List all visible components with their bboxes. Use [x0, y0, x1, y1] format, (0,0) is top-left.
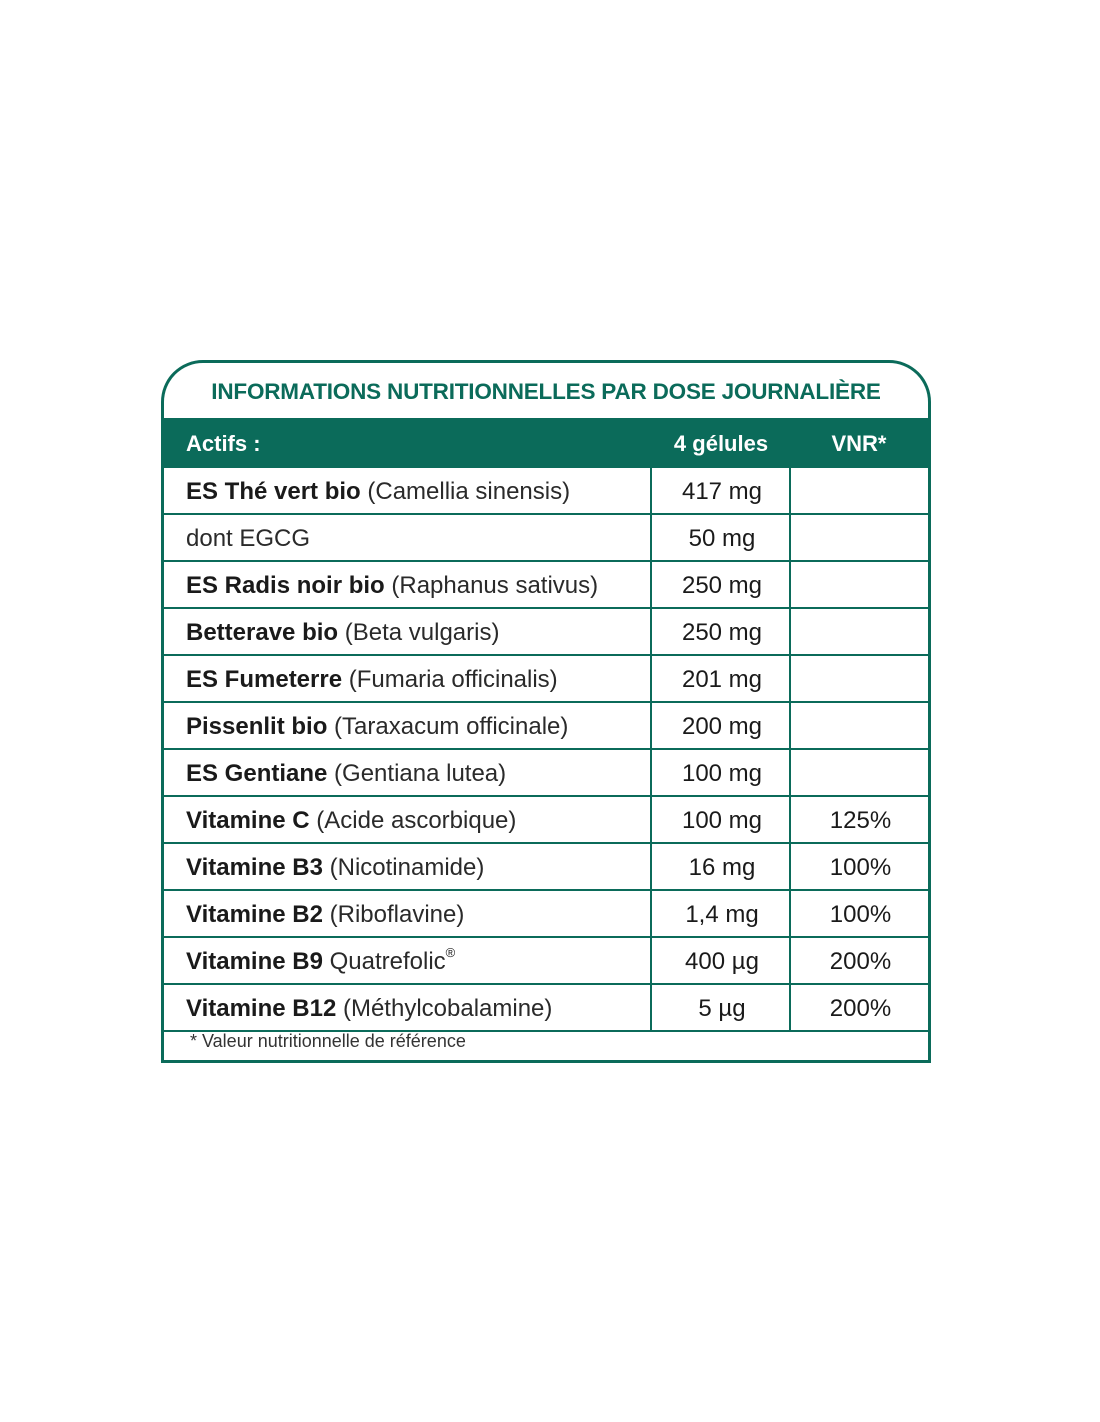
panel-title: INFORMATIONS NUTRITIONNELLES PAR DOSE JOURNALIÈRE [211, 379, 881, 404]
ingredient-latin-name: Quatrefolic [322, 948, 446, 975]
vnr-cell: 200% [789, 985, 930, 1030]
table-row [164, 938, 928, 985]
table-row [164, 703, 928, 750]
vnr-cell [789, 656, 930, 701]
quantity-cell: 50 mg [650, 515, 792, 560]
quantity-cell: 250 mg [650, 562, 792, 607]
quantity-cell: 400 µg [650, 938, 792, 983]
nutrition-panel [161, 360, 931, 1063]
ingredient-name: Vitamine B2 [186, 901, 323, 928]
vnr-cell: 100% [789, 891, 930, 936]
ingredient-name-cell [186, 938, 648, 983]
ingredient-latin-name: (Méthylcobalamine) [336, 995, 553, 1022]
ingredient-name: ES Gentiane [186, 760, 328, 787]
ingredient-name-cell [186, 985, 648, 1030]
ingredient-latin-name: (Camellia sinensis) [360, 478, 571, 505]
ingredient-name: ES Thé vert bio [186, 478, 361, 505]
quantity-cell: 100 mg [650, 797, 792, 842]
table-row [164, 609, 928, 656]
ingredient-latin-name: (Riboflavine) [322, 901, 465, 928]
ingredient-name-cell [186, 609, 648, 654]
ingredient-latin-name: (Taraxacum officinale) [327, 713, 569, 740]
table-row [164, 562, 928, 609]
ingredient-name-cell [186, 844, 648, 889]
vnr-cell [789, 750, 930, 795]
ingredient-latin-name: dont EGCG [186, 525, 311, 552]
ingredient-name: ES Radis noir bio [186, 572, 385, 599]
ingredient-name-cell [186, 562, 648, 607]
column-header-quantity: 4 gélules [673, 431, 769, 456]
table-row [164, 891, 928, 938]
vnr-cell: 100% [789, 844, 930, 889]
ingredient-name-cell [186, 468, 648, 513]
table-header [164, 418, 928, 468]
quantity-cell: 417 mg [650, 468, 792, 513]
registered-mark: ® [445, 945, 456, 960]
quantity-cell: 250 mg [650, 609, 792, 654]
ingredient-name: Vitamine B3 [186, 854, 323, 881]
ingredient-latin-name: (Nicotinamide) [322, 854, 485, 881]
ingredient-name: Pissenlit bio [186, 713, 328, 740]
table-row [164, 656, 928, 703]
vnr-cell [789, 468, 930, 513]
ingredient-name: ES Fumeterre [186, 666, 343, 693]
vnr-cell [789, 562, 930, 607]
table-body [164, 468, 928, 1032]
ingredient-latin-name: (Fumaria officinalis) [342, 666, 558, 693]
ingredient-name-cell [186, 797, 648, 842]
quantity-cell: 16 mg [650, 844, 792, 889]
table-row [164, 468, 928, 515]
table-row [164, 844, 928, 891]
ingredient-name: Betterave bio [186, 619, 339, 646]
ingredient-latin-name: (Acide ascorbique) [309, 807, 517, 834]
footnote: * Valeur nutritionnelle de référence [190, 1031, 466, 1051]
ingredient-name-cell [186, 703, 648, 748]
quantity-cell: 100 mg [650, 750, 792, 795]
ingredient-latin-name: (Gentiana lutea) [327, 760, 507, 787]
ingredient-name-cell [186, 515, 648, 560]
ingredient-name-cell [186, 656, 648, 701]
ingredient-name: Vitamine C [186, 807, 310, 834]
column-header-vnr: VNR* [831, 431, 887, 456]
table-row [164, 515, 928, 562]
table-row [164, 985, 928, 1032]
vnr-cell: 200% [789, 938, 930, 983]
vnr-cell [789, 703, 930, 748]
quantity-cell: 5 µg [650, 985, 792, 1030]
table-row [164, 750, 928, 797]
vnr-cell [789, 515, 930, 560]
vnr-cell: 125% [789, 797, 930, 842]
ingredient-latin-name: (Beta vulgaris) [338, 619, 500, 646]
ingredient-name: Vitamine B9 [186, 948, 323, 975]
quantity-cell: 1,4 mg [650, 891, 792, 936]
ingredient-name-cell [186, 750, 648, 795]
ingredient-latin-name: (Raphanus sativus) [384, 572, 599, 599]
vnr-cell [789, 609, 930, 654]
quantity-cell: 201 mg [650, 656, 792, 701]
ingredient-name-cell [186, 891, 648, 936]
column-header-actifs: Actifs : [186, 431, 261, 456]
table-row [164, 797, 928, 844]
quantity-cell: 200 mg [650, 703, 792, 748]
ingredient-name: Vitamine B12 [186, 995, 337, 1022]
